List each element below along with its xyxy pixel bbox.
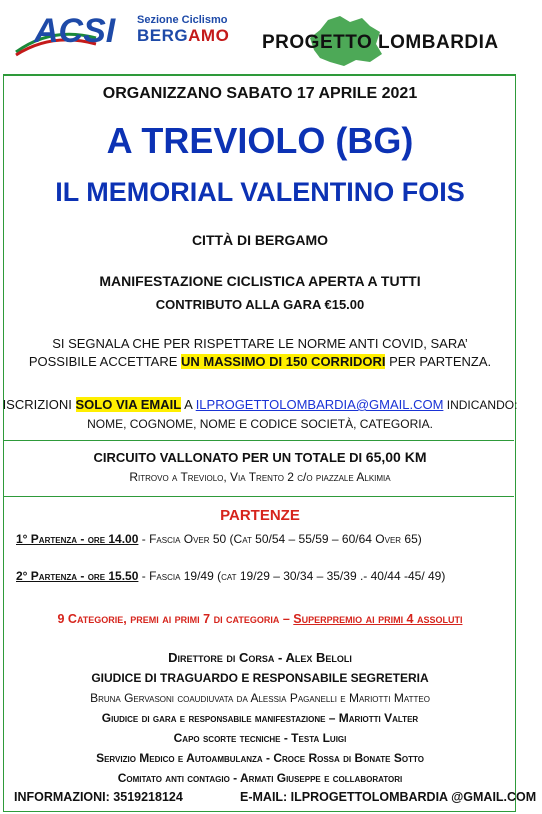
- organizers-line: ORGANIZZANO SABATO 17 APRILE 2021: [102, 85, 418, 102]
- start-row-2: 2° Partenza - ore 15.50 - Fascia 19/49 (cat 19/29 – 30/34 – 35/39 .- 40/44 -45/ 49): [16, 569, 446, 583]
- race-director: Direttore di Corsa - Alex Beloli: [168, 650, 352, 665]
- registration-line2: NOME, COGNOME, NOME E CODICE SOCIETÀ, CATEGORIA.: [87, 417, 433, 431]
- project-title: PROGETTO LOMBARDIA: [262, 32, 499, 53]
- event-subtitle: CITTÀ DI BERGAMO: [191, 232, 329, 248]
- start-row-1: 1° Partenza - ore 14.00 - Fascia Over 50 (Cat 50/54 – 55/59 – 60/64 Over 65): [16, 532, 422, 546]
- contact-email[interactable]: E-MAIL: ILPROGETTOLOMBARDIA @GMAIL.COM: [240, 790, 537, 804]
- circuit-title: CIRCUITO VALLONATO PER UN TOTALE DI 65,00 KM: [93, 449, 427, 465]
- meeting-point: Ritrovo a Treviolo, Via Trento 2 c/o piazzale Alkimia: [129, 470, 391, 484]
- registration-line1: ISCRIZIONI SOLO VIA EMAIL A ILPROGETTOLOMBARDIA@GMAIL.COM INDICANDO:: [2, 397, 518, 412]
- covid-notice: [0, 335, 520, 371]
- info-phone: INFORMAZIONI: 3519218124: [14, 790, 183, 804]
- event-location: A TREVIOLO (BG): [106, 120, 414, 161]
- entry-fee: CONTRIBUTO ALLA GARA €15.00: [155, 297, 365, 312]
- race-judge: Giudice di gara e responsabile manifestazione – Mariotti Valter: [101, 711, 419, 725]
- covid-line1: SI SEGNALA CHE PER RISPETTARE LE NORME ANTI COVID, SARA’: [52, 336, 468, 351]
- acsi-logo: [12, 8, 136, 58]
- divider: [4, 440, 514, 441]
- covid-line2: POSSIBILE ACCETTARE UN MASSIMO DI 150 CORRIDORI PER PARTENZA.: [28, 354, 492, 369]
- categories-prizes: 9 Categorie, premi ai primi 7 di categoria – Superpremio ai primi 4 assoluti: [57, 612, 463, 626]
- anti-contagion-committee: Comitato anti contagio - Armati Giuseppe e collaboratori: [117, 771, 403, 785]
- open-to-all: MANIFESTAZIONE CICLISTICA APERTA A TUTTI: [99, 273, 421, 289]
- acsi-city-label: BERGAMO: [137, 26, 230, 45]
- registration-email-link[interactable]: ILPROGETTOLOMBARDIA@GMAIL.COM: [195, 397, 444, 412]
- starts-heading: PARTENZE: [220, 507, 300, 524]
- acsi-logo-text: ACSI: [34, 12, 116, 50]
- medical-service: Servizio Medico e Autoambulanza - Croce Rossa di Bonate Sotto: [96, 751, 424, 765]
- judges-names: Bruna Gervasoni coaudiuvata da Alessia Paganelli e Mariotti Matteo: [90, 691, 430, 705]
- registration-info: [0, 395, 520, 434]
- event-name: IL MEMORIAL VALENTINO FOIS: [55, 177, 465, 207]
- judges-title: GIUDICE DI TRAGUARDO E RESPONSABILE SEGRETERIA: [91, 671, 429, 685]
- divider: [4, 496, 514, 497]
- acsi-section-label: Sezione Ciclismo: [137, 14, 228, 26]
- technical-escort: Capo scorte tecniche - Testa Luigi: [173, 731, 347, 745]
